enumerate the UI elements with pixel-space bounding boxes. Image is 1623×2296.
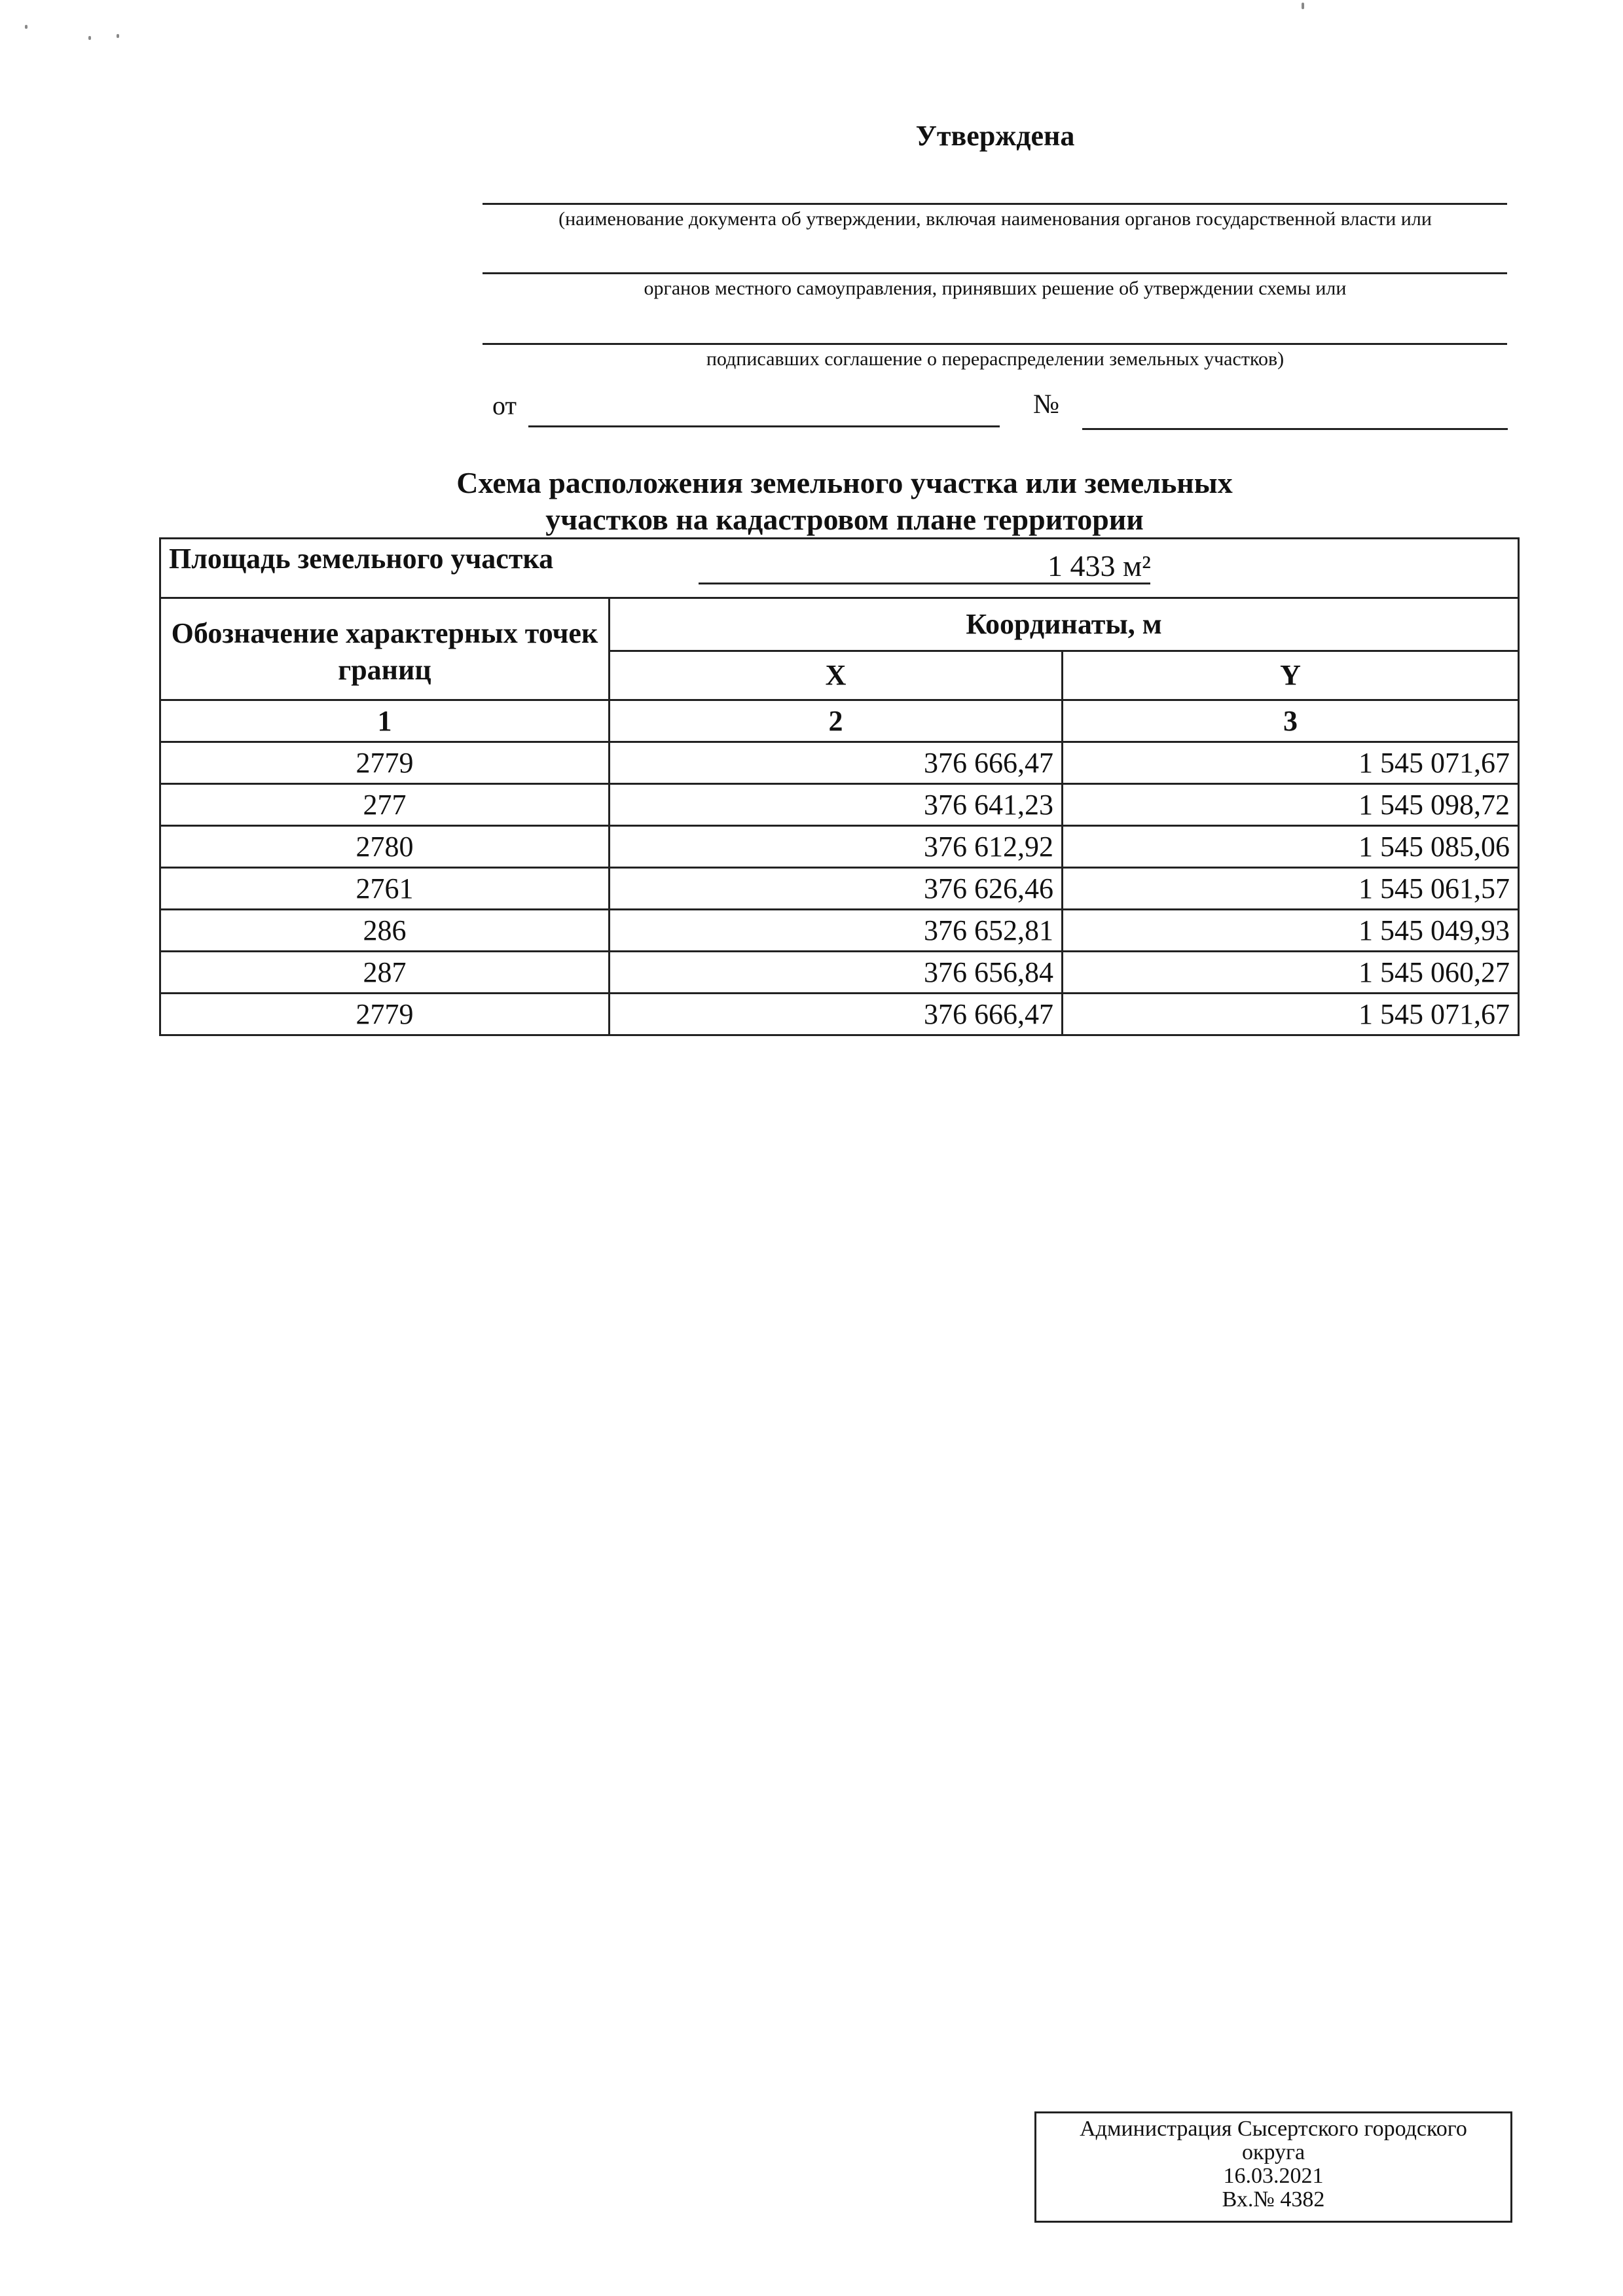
x-cell: 376 641,23: [610, 784, 1063, 826]
area-value: 1 433 м²: [1048, 549, 1151, 583]
approval-note-line2: органов местного самоуправления, принявших решение об утверждении схемы или: [644, 278, 1347, 299]
approval-note-line3: подписавших соглашение о перераспределении земельных участков): [706, 348, 1285, 370]
table-row: [160, 826, 1519, 868]
x-cell: 376 666,47: [610, 994, 1063, 1035]
area-row: [160, 539, 1519, 598]
stamp-organization-line1: Администрация Сысертского городского: [1080, 2117, 1467, 2141]
scheme-title: [282, 465, 1408, 538]
y-cell: 1 545 071,67: [1063, 742, 1519, 784]
coordinates-table: [159, 537, 1520, 1036]
y-cell: 1 545 060,27: [1063, 952, 1519, 994]
date-field-line: [528, 425, 1000, 427]
y-header: Y: [1063, 651, 1519, 700]
stamp-incoming-number: Вх.№ 4382: [1222, 2187, 1325, 2212]
stamp-organization-line2: округа: [1241, 2140, 1305, 2164]
column-number-2: 2: [610, 700, 1063, 742]
scan-speck: [88, 36, 91, 40]
approval-authority-line: [483, 272, 1507, 274]
scan-speck: [25, 25, 27, 29]
scheme-title-line1: Схема расположения земельного участка или земельных: [456, 466, 1233, 499]
y-cell: 1 545 061,57: [1063, 868, 1519, 910]
header-row: [160, 598, 1519, 651]
approved-heading: Утверждена: [915, 120, 1075, 152]
number-field-line: [1082, 428, 1508, 430]
stamp-date: 16.03.2021: [1223, 2164, 1324, 2188]
approval-document-line: [483, 203, 1507, 205]
column-number-row: [160, 700, 1519, 742]
approval-agreement-line: [483, 343, 1507, 345]
date-from-label: от: [492, 391, 517, 420]
table-row: [160, 910, 1519, 952]
table-row: [160, 994, 1519, 1035]
y-cell: 1 545 098,72: [1063, 784, 1519, 826]
point-cell: 2761: [160, 868, 610, 910]
table-row: [160, 784, 1519, 826]
point-cell: 286: [160, 910, 610, 952]
scheme-title-line2: участков на кадастровом плане территории: [545, 503, 1144, 536]
column-number-3: 3: [1063, 700, 1519, 742]
point-cell: 2780: [160, 826, 610, 868]
x-cell: 376 656,84: [610, 952, 1063, 994]
y-cell: 1 545 071,67: [1063, 994, 1519, 1035]
number-label: №: [1033, 389, 1060, 420]
registration-stamp: [1034, 2111, 1512, 2223]
scan-speck: [1302, 3, 1304, 9]
scan-speck: [117, 34, 119, 38]
y-cell: 1 545 049,93: [1063, 910, 1519, 952]
table-row: [160, 952, 1519, 994]
x-cell: 376 612,92: [610, 826, 1063, 868]
point-cell: 287: [160, 952, 610, 994]
area-underline: [699, 583, 1150, 584]
area-label: Площадь земельного участка: [169, 543, 554, 575]
y-cell: 1 545 085,06: [1063, 826, 1519, 868]
area-cell: [160, 539, 1519, 598]
table-row: [160, 742, 1519, 784]
point-cell: 2779: [160, 994, 610, 1035]
point-cell: 277: [160, 784, 610, 826]
point-designation-header: Обозначение характерных точек границ: [160, 598, 610, 700]
coordinates-header: Координаты, м: [610, 598, 1519, 651]
x-cell: 376 652,81: [610, 910, 1063, 952]
x-cell: 376 626,46: [610, 868, 1063, 910]
approval-note-line1: (наименование документа об утверждении, включая наименования органов государственной власти или: [558, 208, 1432, 230]
column-number-1: 1: [160, 700, 610, 742]
point-cell: 2779: [160, 742, 610, 784]
x-cell: 376 666,47: [610, 742, 1063, 784]
x-header: X: [610, 651, 1063, 700]
table-row: [160, 868, 1519, 910]
